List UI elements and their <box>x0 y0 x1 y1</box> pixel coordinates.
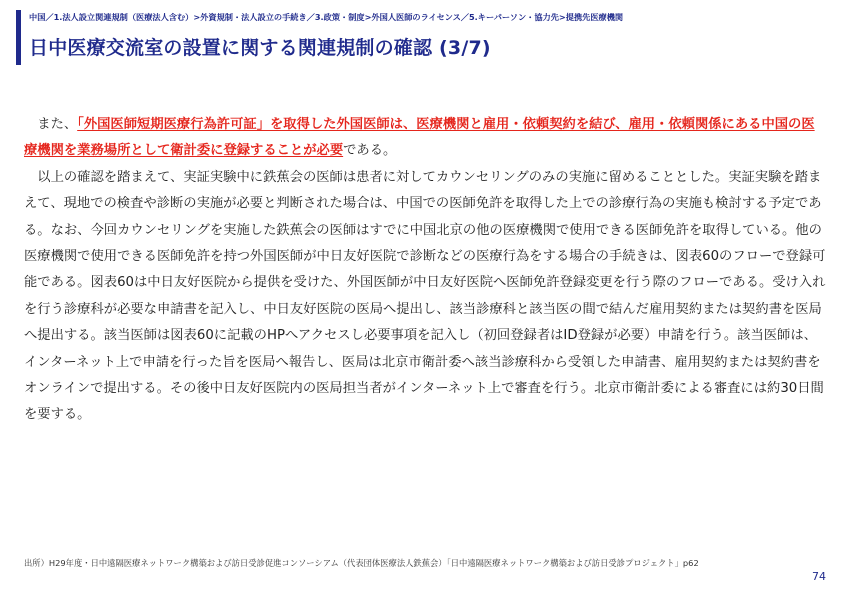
title-accent-bar <box>16 10 21 65</box>
paragraph-1 <box>24 112 826 165</box>
body-text <box>24 112 826 429</box>
breadcrumb: 中国／1.法人設立関連規制（医療法人含む）>外資規制・法人設立の手続き／3.政策・制度>外国人医師のライセンス／5.キーパーソン・協力先>提携先医療機関 <box>29 12 624 22</box>
source-footnote: 出所）H29年度・日中遠隔医療ネットワーク構築および訪日受診促進コンソーシアム（代表団体医療法人鉄蕉会）「日中遠隔医療ネットワーク構築および訪日受診プロジェクト」p62 <box>24 558 699 568</box>
paragraph-2: 以上の確認を踏まえて、実証実験中に鉄蕉会の医師は患者に対してカウンセリングのみの実施に留めることとした。実証実験を踏まえて、現地での検査や診断の実施が必要と判断された場合は、中国での医師免許を取得した上での診療行為の実施も検討する予定である。なお、今回カウンセリングを実施した鉄蕉会の医師はすでに中国北京の他の医療機関で使用できる医師免許を取得している。他の医療機関で使用できる医師免許を持つ外国医師が中日友好医院で診断などの医療行為をする場合の手続きは、図表60のフローで登録可能である。図表60は中日友好医院から提供を受けた、外国医師が中日友好医院へ医師免許登録変更を行う際のフローである。受け入れを行う診療科が必要な申請書を記入し、中日友好医院の医局へ提出し、該当診療科と該当医の間で結んだ雇用契約または契約書を医局へ提出する。該当医師は図表60に記載のHPへアクセスし必要事項を記入し（初回登録者はID登録が必要）申請を行う。該当医師は、インターネット上で申請を行った旨を医局へ報告し、医局は北京市衛計委へ該当診療科から受領した申請書、雇用契約または契約書をオンラインで提出する。その後中日友好医院内の医局担当者がインターネット上で審査を行う。北京市衛計委による審査には約30日間を要する。 <box>24 169 826 423</box>
page-number: 74 <box>812 570 826 583</box>
paragraph-1-suffix: である。 <box>343 143 397 159</box>
highlighted-requirement: 「外国医師短期医療行為許可証」を取得した外国医師は、医療機関と雇用・依頼契約を結び、雇用・依頼関係にある中国の医療機関を業務場所として衛計委に登録することが必要 <box>24 117 815 159</box>
paragraph-1-prefix: また、 <box>37 117 78 132</box>
page-title: 日中医療交流室の設置に関する関連規制の確認 (3/7) <box>29 37 491 59</box>
